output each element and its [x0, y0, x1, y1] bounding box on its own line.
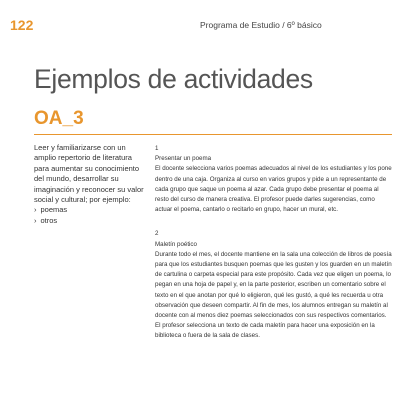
objective-text: Leer y familiarizarse con un amplio repertorio de literatura para aumentar su conocimiento del mundo, desarrollar su imaginación y reconocer su valor social y cultural; por ejemplo: [34, 143, 144, 205]
activity-1 [155, 144, 393, 215]
objective-examples [34, 205, 146, 226]
activity-body: Durante todo el mes, el docente mantiene en la sala una colección de libros de poesía para que los estudiantes busquen poemas que les gusten y los guarden en un maletín de cartulina o carpeta especial para este propósito. Cada vez que eligen un poema, lo pegan en una hoja de papel y, en la parte posterior, escriben un comentario sobre el texto en el que anotan por qué lo eligieron, qué les gustó, a qué les recuerda u otra observación que deseen compartir. Al fin de mes, los alumnos entregan su maletín al docente con al menos diez poemas seleccionados con sus respectivos comentarios. El profesor selecciona un texto de cada maletín para hacer una exposición en la biblioteca o fuera de la sala de clases. [155, 250, 392, 340]
objective-example-item: › poemas [34, 205, 146, 215]
running-header: Programa de Estudio / 6º básico [200, 20, 322, 30]
activities-column [155, 144, 393, 356]
page-number: 122 [10, 17, 34, 33]
objective-code: OA_3 [34, 108, 84, 129]
activity-number: 2 [155, 230, 159, 238]
activity-title: Maletín poético [155, 240, 197, 248]
objective-example-item: › otros [34, 216, 146, 226]
page-title: Ejemplos de actividades [34, 64, 313, 94]
activity-body: El docente selecciona varios poemas adecuados al nivel de los estudiantes y los pone dentro de una caja. Organiza al curso en varios grupos y pide a un representante de cada grupo que saque un poema al azar. Cada grupo debe presentar el poema al resto del curso de manera creativa. El profesor puede darles sugerencias, como actuar el poema, cantarlo o recitarlo en grupo, hacer un mural, etc. [155, 165, 392, 214]
objective-sidebar [34, 143, 146, 226]
section-divider [34, 134, 392, 135]
activity-number: 1 [155, 145, 159, 152]
activity-title: Presentar un poema [155, 155, 212, 163]
activity-2 [155, 229, 393, 341]
